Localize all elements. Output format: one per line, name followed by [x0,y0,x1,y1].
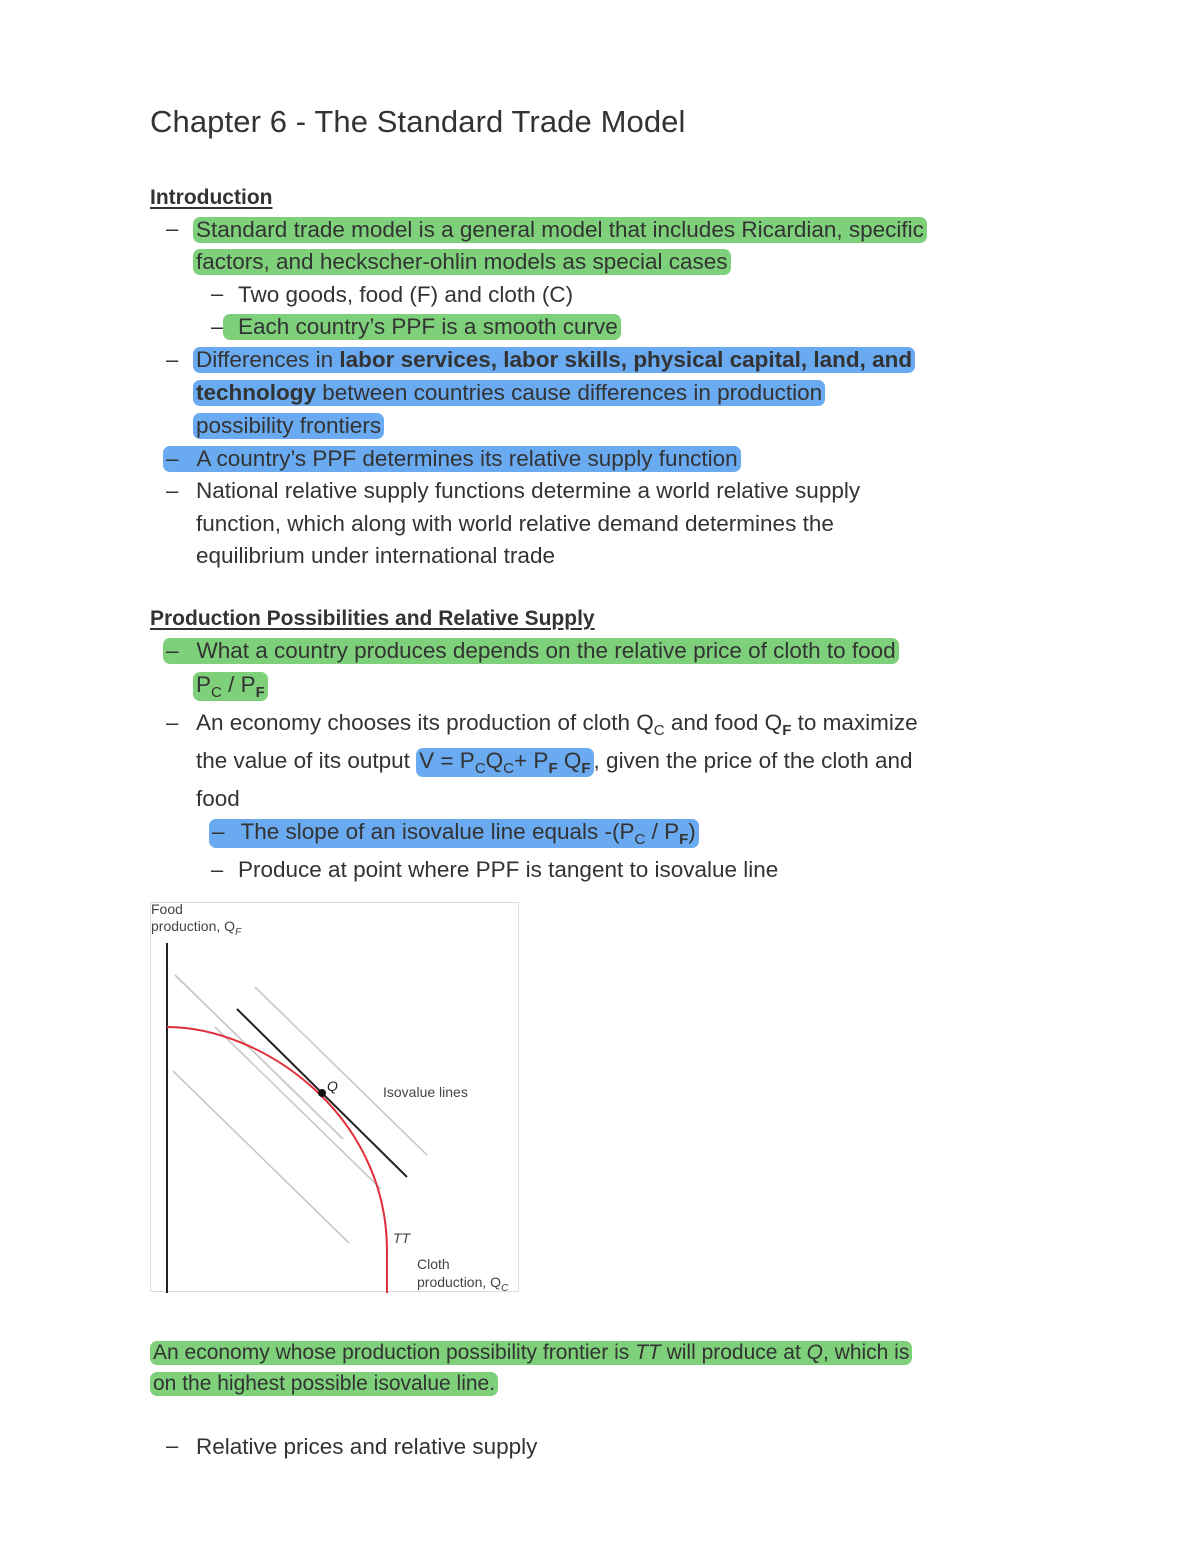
bullet-dash: – [166,710,179,735]
isovalue-line [215,1027,381,1189]
x-axis-label-line-1: Cloth [417,1256,450,1272]
isovalue-line [175,975,343,1139]
intro-bullet-4-line-3: equilibrium under international trade [196,543,555,568]
x-axis-label-line-2: production, $Q_C$ [417,1274,509,1293]
ppf-curve-tt [167,1027,387,1293]
ppf-bullet-2-line-1: An economy chooses its production of cloth $Q_C$ and food $Q_F$ to maximize [196,710,918,739]
y-axis-label-line-2: production, $Q_F$ [151,918,242,938]
isovalue-lines-label: Isovalue lines [383,1084,468,1100]
bullet-dash: – [166,1433,179,1458]
ppf-sub-bullet-2: Produce at point where PPF is tangent to isovalue line [238,857,779,882]
bullet-dash: – [166,347,179,372]
y-axis-label-line-1: Food [151,903,183,917]
bullet-dash: – [166,216,179,241]
figure-caption-line-2: on the highest possible isovalue line. [150,1369,498,1399]
ppf-bullet-2-line-2: the value of its output $V = P_CQ_C+ P_F$ $Q_F$ , given the price of the cloth and [196,748,913,777]
section-heading-production-possibilities: Production Possibilities and Relative Supply [150,607,595,630]
ppf-bullet-1-line-1: – What a country produces depends on the relative price of cloth to food [163,636,899,666]
ppf-diagram [151,903,520,1293]
intro-bullet-3: – A country’s PPF determines its relative supply function [163,444,741,474]
point-label-q: Q [327,1078,338,1094]
relative-prices-bullet: Relative prices and relative supply [196,1434,538,1459]
intro-bullet-4-line-1: National relative supply functions determine a world relative supply [196,478,861,503]
intro-bullet-2-line-1: Differences in labor services, labor skills, physical capital, land, and [193,345,915,375]
figure-caption-line-1: An economy whose production possibility frontier is TT will produce at Q, which is [150,1338,912,1368]
bullet-dash: – [211,857,224,882]
ppf-sub-bullet-1: – The slope of an isovalue line equals $-(P_C / P_F)$ [209,817,699,855]
page-title: Chapter 6 - The Standard Trade Model [150,104,686,139]
bullet-dash: – [211,281,224,306]
intro-bullet-1-line-1: Standard trade model is a general model that includes Ricardian, specific [193,215,927,245]
ppf-isovalue-figure [150,902,519,1292]
intro-bullet-2-line-3: possibility frontiers [193,411,384,441]
intro-sub-bullet-1: Two goods, food (F) and cloth (C) [238,282,574,307]
bullet-dash: – [211,314,224,339]
intro-bullet-4-line-2: function, which along with world relative demand determines the [196,511,834,536]
production-point-q [318,1089,326,1097]
bullet-dash: – [166,478,179,503]
intro-sub-bullet-2: Each country’s PPF is a smooth curve [223,312,621,342]
isovalue-line [255,987,427,1155]
ppf-curve-label: TT [393,1230,411,1246]
ppf-bullet-2-line-3: food [196,786,240,811]
intro-bullet-1-line-2: factors, and heckscher-ohlin models as special cases [193,247,731,277]
ppf-bullet-1-line-2: $P_C / P_F$ [193,670,268,708]
intro-bullet-2-line-2: technology between countries cause differences in production [193,378,825,408]
section-heading-introduction: Introduction [150,186,273,209]
